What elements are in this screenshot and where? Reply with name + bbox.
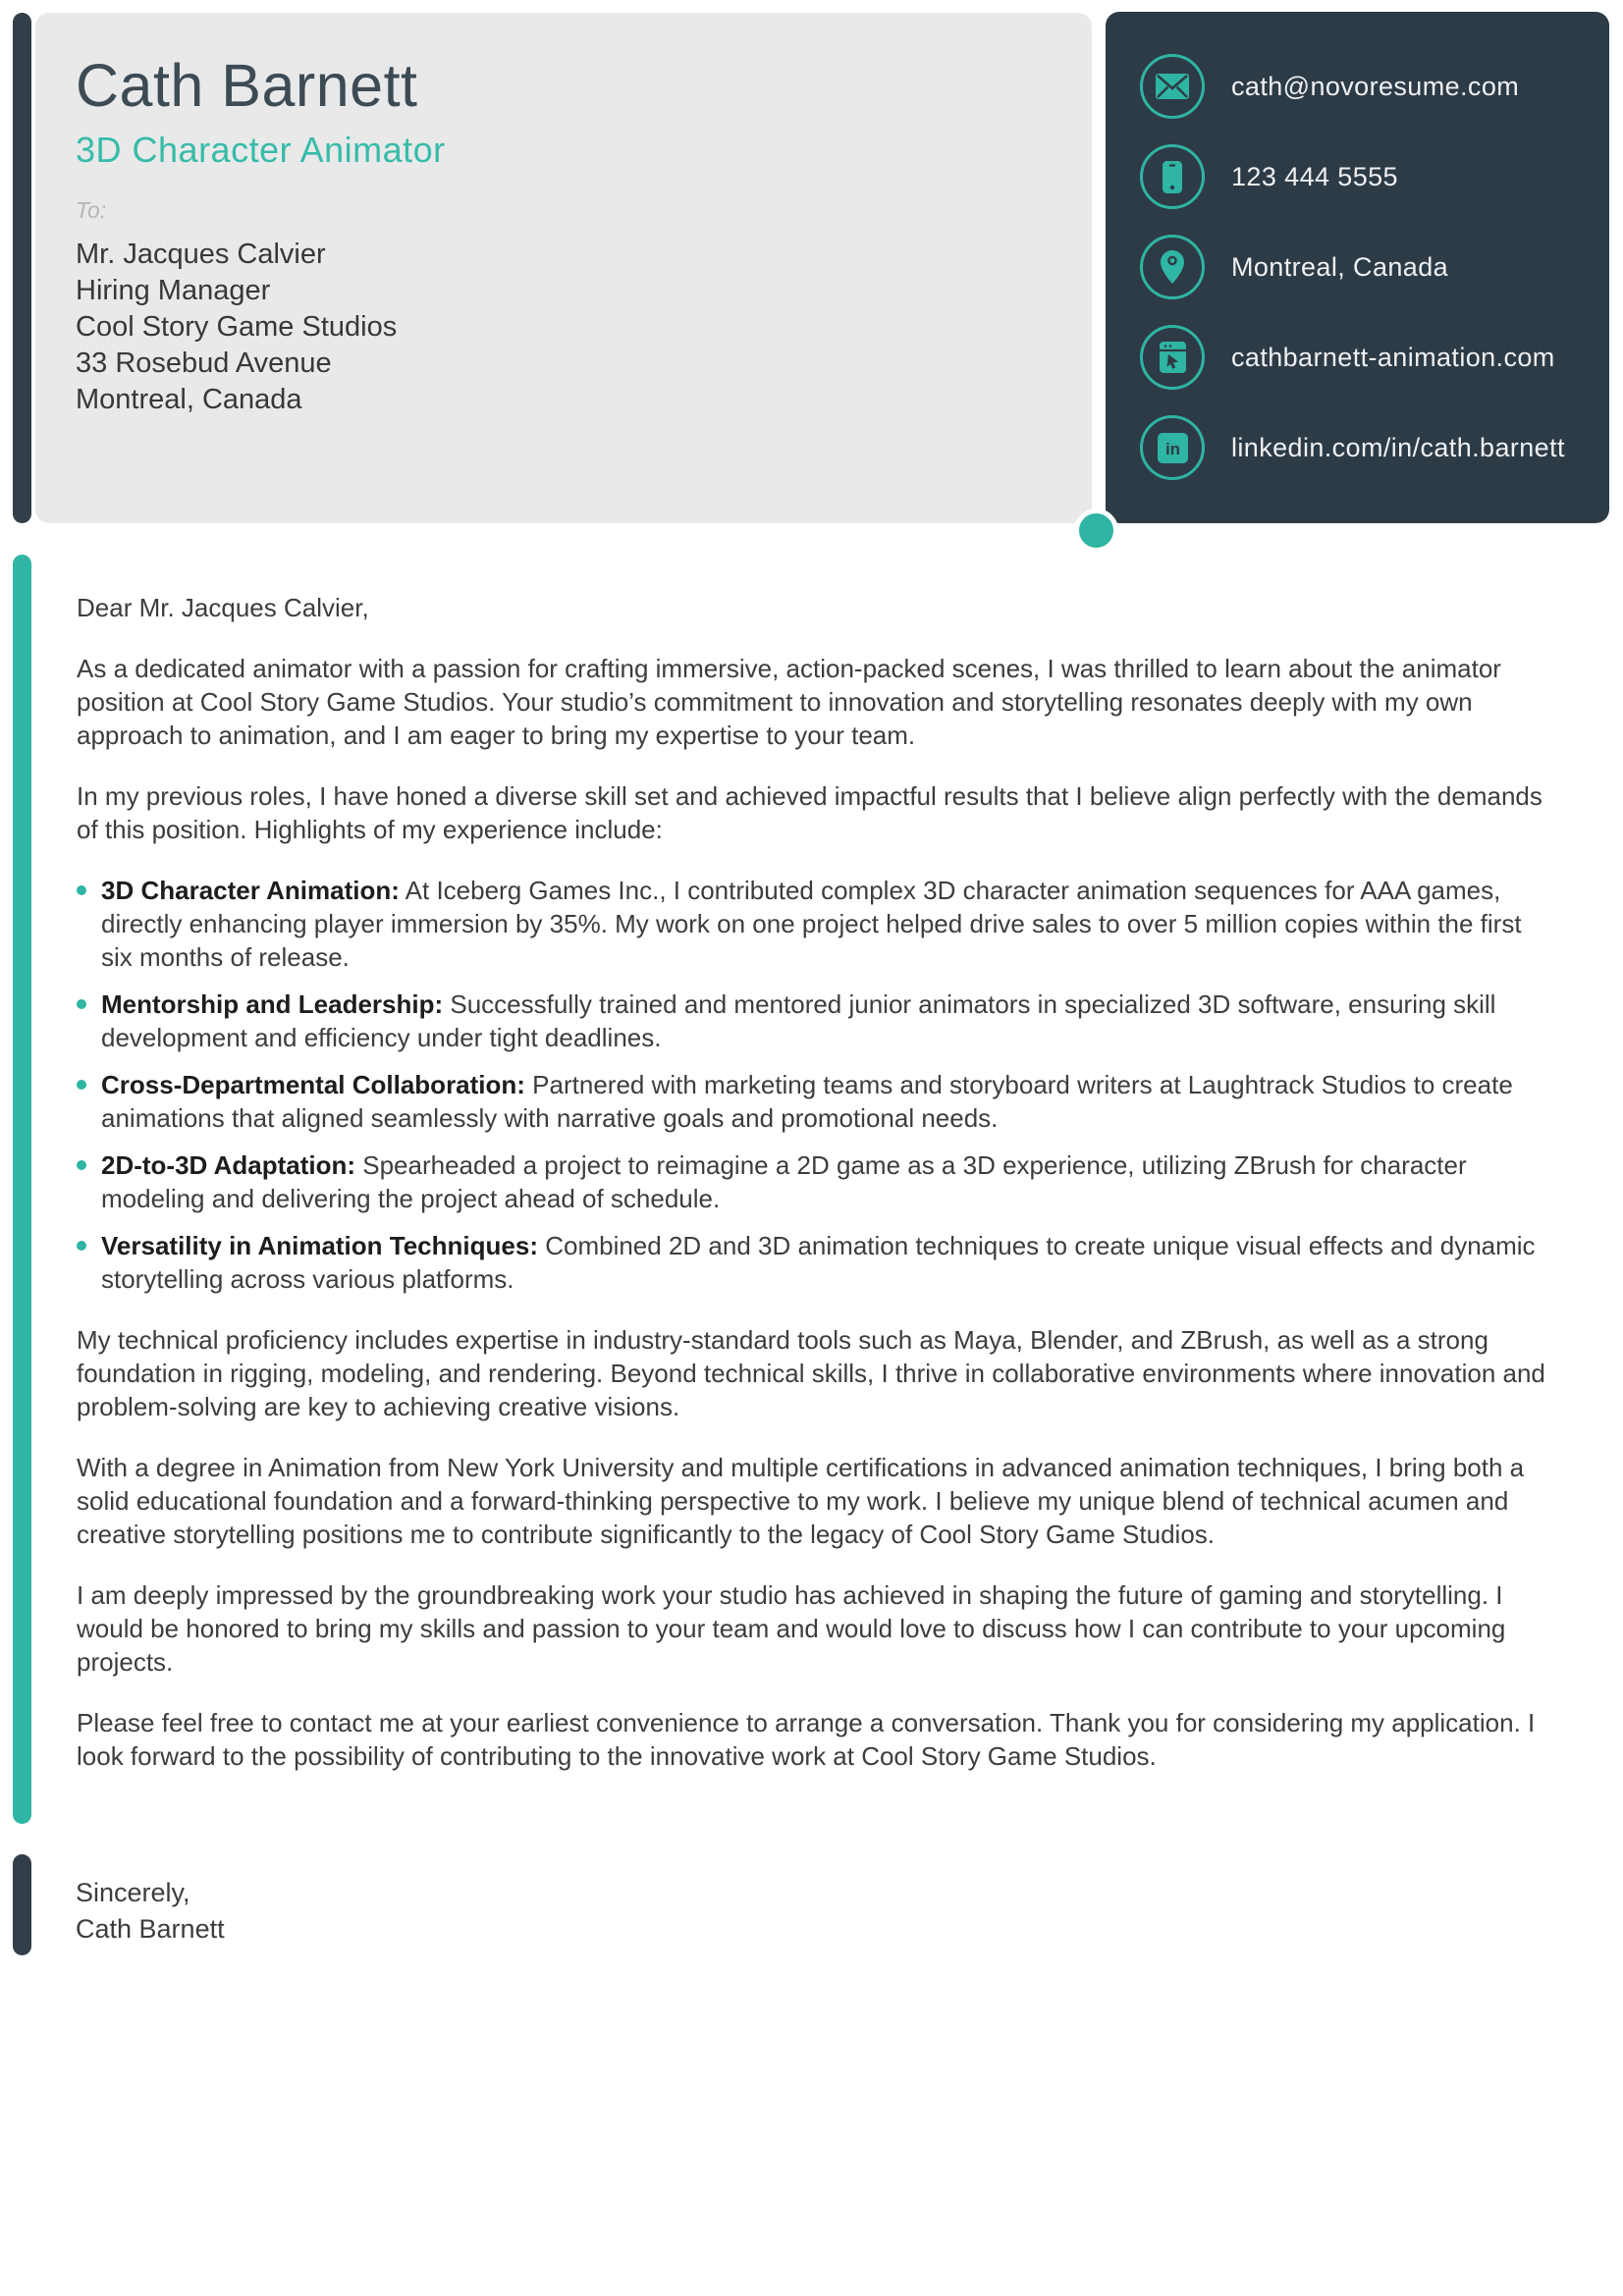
left-accent-bar-top <box>13 13 31 523</box>
highlight-text: Spearheaded a project to reimagine a 2D game as a 3D experience, utilizing ZBrush for character modeling and delivering the project ahead of schedule. <box>101 1150 1467 1213</box>
signoff: Sincerely, <box>76 1878 190 1907</box>
contact-row-location <box>1106 222 1609 312</box>
bullet-dot-icon <box>77 885 86 895</box>
contact-value: cath@novoresume.com <box>1231 71 1520 101</box>
candidate-job-title: 3D Character Animator <box>76 129 446 170</box>
email-icon <box>1140 54 1205 119</box>
location-pin-icon <box>1140 235 1205 299</box>
signature-block <box>76 1875 225 1948</box>
svg-text:in: in <box>1164 439 1180 458</box>
recipient-line: Mr. Jacques Calvier <box>76 238 326 270</box>
paragraph: As a dedicated animator with a passion for crafting immersive, action-packed scenes, I was thrilled to learn about the animator position at Cool Story Game Studios. Your studio’s commitment to innovation and storytelling resonates deeply with my own approach to animation, and I am eager to bring my expertise to your team. <box>77 654 1501 750</box>
highlight-item <box>77 1229 1549 1296</box>
contact-panel <box>1106 12 1609 523</box>
highlight-label: Mentorship and Leadership: <box>101 989 444 1019</box>
contact-row-linkedin <box>1106 402 1609 493</box>
recipient-address-block <box>76 237 1092 418</box>
paragraph: In my previous roles, I have honed a diverse skill set and achieved impactful results that I believe align perfectly with the demands of this position. Highlights of my experience include: <box>77 781 1542 844</box>
contact-row-website <box>1106 312 1609 402</box>
candidate-name: Cath Barnett <box>76 52 418 119</box>
paragraph: With a degree in Animation from New York University and multiple certifications in advanced animation techniques, I bring both a solid educational foundation and a forward-thinking perspective to my work. I believe my unique blend of technical acumen and creative storytelling positions me to contribute significantly to the legacy of Cool Story Game Studios. <box>77 1453 1525 1549</box>
highlight-item <box>77 874 1549 974</box>
paragraph: I am deeply impressed by the groundbreaking work your studio has achieved in shaping the future of gaming and storytelling. I would be honored to bring my skills and passion to your team and would love to discuss how I can contribute to your upcoming projects. <box>77 1580 1506 1677</box>
highlight-item <box>77 1068 1549 1135</box>
left-accent-bar-signature <box>13 1854 31 1955</box>
contact-value: linkedin.com/in/cath.barnett <box>1231 432 1565 462</box>
bullet-dot-icon <box>77 1160 86 1170</box>
highlight-label: Versatility in Animation Techniques: <box>101 1231 538 1260</box>
highlights-list <box>77 874 1549 1296</box>
bullet-dot-icon <box>77 1241 86 1251</box>
highlight-text: Partnered with marketing teams and storyboard writers at Laughtrack Studios to create animations that aligned seamlessly with narrative goals and promotional needs. <box>101 1070 1513 1133</box>
paragraph: My technical proficiency includes expertise in industry-standard tools such as Maya, Blender, and ZBrush, as well as a strong foundation in rigging, modeling, and rendering. Beyond technical skills, I thrive in collaborative environments where innovation and problem-solving are key to achieving creative visions. <box>77 1325 1545 1421</box>
recipient-line: Hiring Manager <box>76 274 271 306</box>
phone-icon <box>1140 144 1205 209</box>
linkedin-icon <box>1140 415 1205 480</box>
contact-row-phone <box>1106 132 1609 222</box>
contact-row-email <box>1106 41 1609 132</box>
highlight-item <box>77 988 1549 1054</box>
left-accent-bar-body <box>13 555 31 1824</box>
contact-value: 123 444 5555 <box>1231 161 1398 191</box>
salutation: Dear Mr. Jacques Calvier, <box>77 593 369 622</box>
signature-name: Cath Barnett <box>76 1914 225 1944</box>
recipient-line: 33 Rosebud Avenue <box>76 347 332 379</box>
recipient-line: Cool Story Game Studios <box>76 310 398 343</box>
contact-value: Montreal, Canada <box>1231 251 1449 282</box>
contact-value: cathbarnett-animation.com <box>1231 342 1555 372</box>
highlight-label: 3D Character Animation: <box>101 876 400 905</box>
connector-dot <box>1074 508 1118 553</box>
highlight-text: Combined 2D and 3D animation techniques to create unique visual effects and dynamic storytelling across various platforms. <box>101 1231 1536 1294</box>
highlight-text: At Iceberg Games Inc., I contributed complex 3D character animation sequences for AAA games, directly enhancing player immersion by 35%. My work on one project helped drive sales to over 5 million copies within the first six months of release. <box>101 876 1522 972</box>
recipient-line: Montreal, Canada <box>76 383 302 415</box>
bullet-dot-icon <box>77 999 86 1009</box>
header-card <box>35 13 1092 523</box>
bullet-dot-icon <box>77 1080 86 1090</box>
recipient-to-label: To: <box>76 196 107 223</box>
highlight-label: 2D-to-3D Adaptation: <box>101 1150 356 1180</box>
letter-body <box>77 591 1549 1800</box>
highlight-text: Successfully trained and mentored junior animators in specialized 3D software, ensuring skill development and efficiency under tight deadlines. <box>101 989 1496 1052</box>
website-browser-icon <box>1140 325 1205 390</box>
highlight-item <box>77 1148 1549 1215</box>
highlight-label: Cross-Departmental Collaboration: <box>101 1070 525 1099</box>
paragraph: Please feel free to contact me at your earliest convenience to arrange a conversation. Thank you for considering my application. I look forward to the possibility of contributing to the innovative work at Cool Story Game Studios. <box>77 1708 1536 1771</box>
